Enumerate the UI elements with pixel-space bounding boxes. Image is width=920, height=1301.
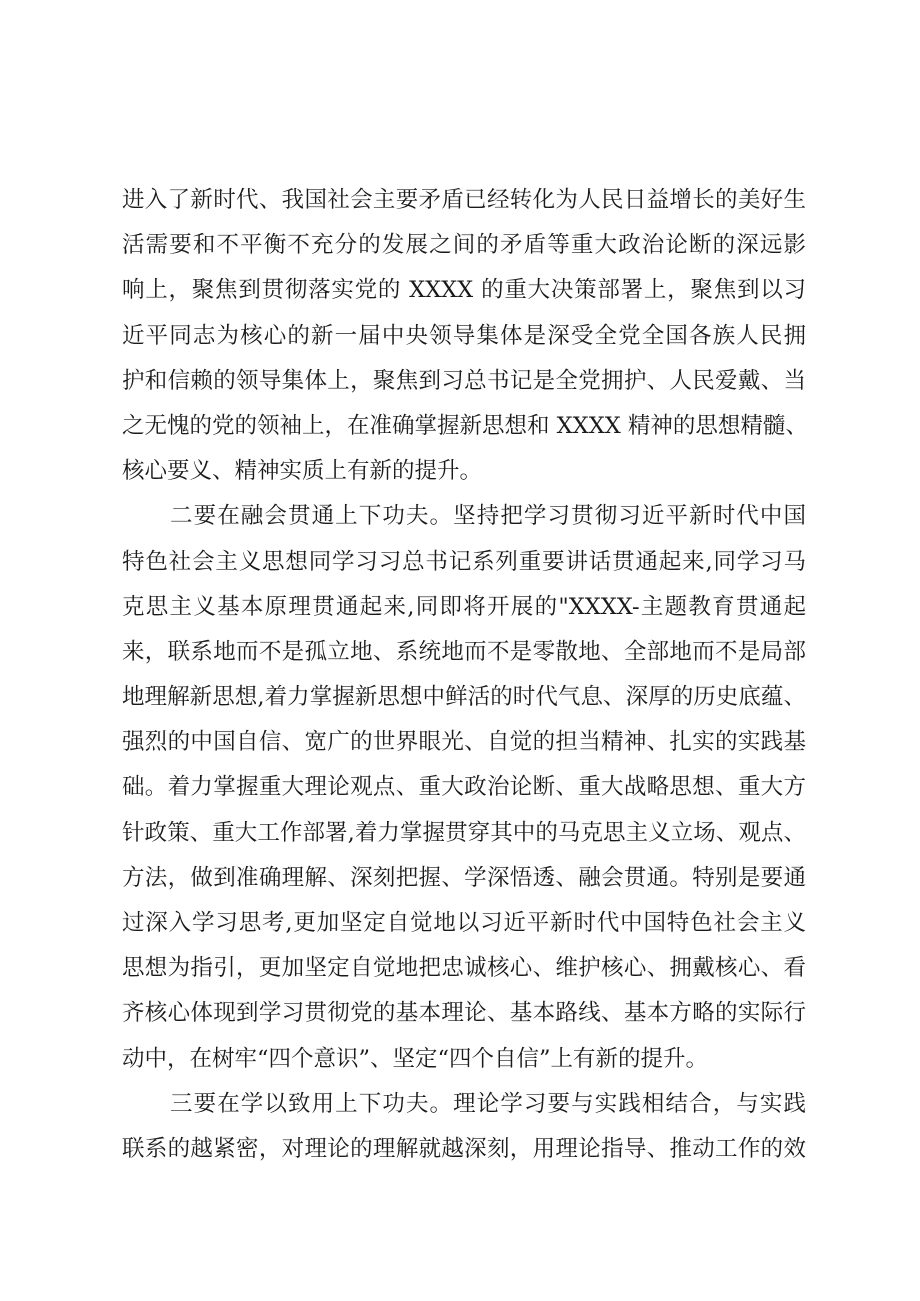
paragraph-1 (122, 178, 806, 494)
text-line: 强烈的中国自信、宽广的世界眼光、自觉的担当精神、扎实的实践基 (122, 729, 806, 756)
text-line: 地理解新思想,着力掌握新思想中鲜活的时代气息、深厚的历史底蕴、 (122, 684, 806, 711)
text-line: 核心要义、精神实质上有新的提升。 (122, 458, 483, 485)
text-line: 础。着力掌握重大理论观点、重大政治论断、重大战略思想、重大方 (122, 774, 806, 801)
text-line: 三要在学以致用上下功夫。理论学习要与实践相结合，与实践 (170, 1090, 806, 1117)
paragraph-3 (122, 1082, 806, 1172)
text-line: 二要在融会贯通上下功夫。坚持把学习贯彻习近平新时代中国 (170, 503, 806, 530)
document-body (122, 178, 806, 1172)
text-line: 齐核心体现到学习贯彻党的基本理论、基本路线、基本方略的实际行 (122, 1000, 806, 1027)
text-line: 响上，聚焦到贯彻落实党的 XXXX 的重大决策部署上，聚焦到以习 (122, 277, 806, 304)
text-line: 动中，在树牢“四个意识”、坚定“四个自信”上有新的提升。 (122, 1045, 709, 1072)
text-line: 方法，做到准确理解、深刻把握、学深悟透、融会贯通。特别是要通 (122, 864, 806, 891)
text-line: 来，联系地而不是孤立地、系统地而不是零散地、全部地而不是局部 (122, 638, 806, 665)
paragraph-2 (122, 494, 806, 1081)
text-line: 近平同志为核心的新一届中央领导集体是深受全党全国各族人民拥 (122, 322, 806, 349)
text-line: 进入了新时代、我国社会主要矛盾已经转化为人民日益增长的美好生 (122, 187, 806, 213)
text-line: 过深入学习思考,更加坚定自觉地以习近平新时代中国特色社会主义 (122, 910, 806, 936)
text-line: 针政策、重大工作部署,着力掌握贯穿其中的马克思主义立场、观点、 (122, 819, 806, 846)
text-line: 护和信赖的领导集体上，聚焦到习总书记是全党拥护、人民爱戴、当 (122, 367, 806, 394)
text-line: 克思主义基本原理贯通起来,同即将开展的"XXXX-主题教育贯通起 (122, 593, 806, 620)
text-line: 联系的越紧密，对理论的理解就越深刻，用理论指导、推动工作的效 (122, 1135, 806, 1162)
text-line: 活需要和不平衡不充分的发展之间的矛盾等重大政治论断的深远影 (122, 232, 806, 259)
text-line: 思想为指引，更加坚定自觉地把忠诚核心、维护核心、拥戴核心、看 (122, 955, 806, 982)
text-line: 特色社会主义思想同学习习总书记系列重要讲话贯通起来,同学习马 (122, 548, 806, 575)
text-line: 之无愧的党的领袖上，在准确掌握新思想和 XXXX 精神的思想精髓、 (122, 412, 808, 439)
